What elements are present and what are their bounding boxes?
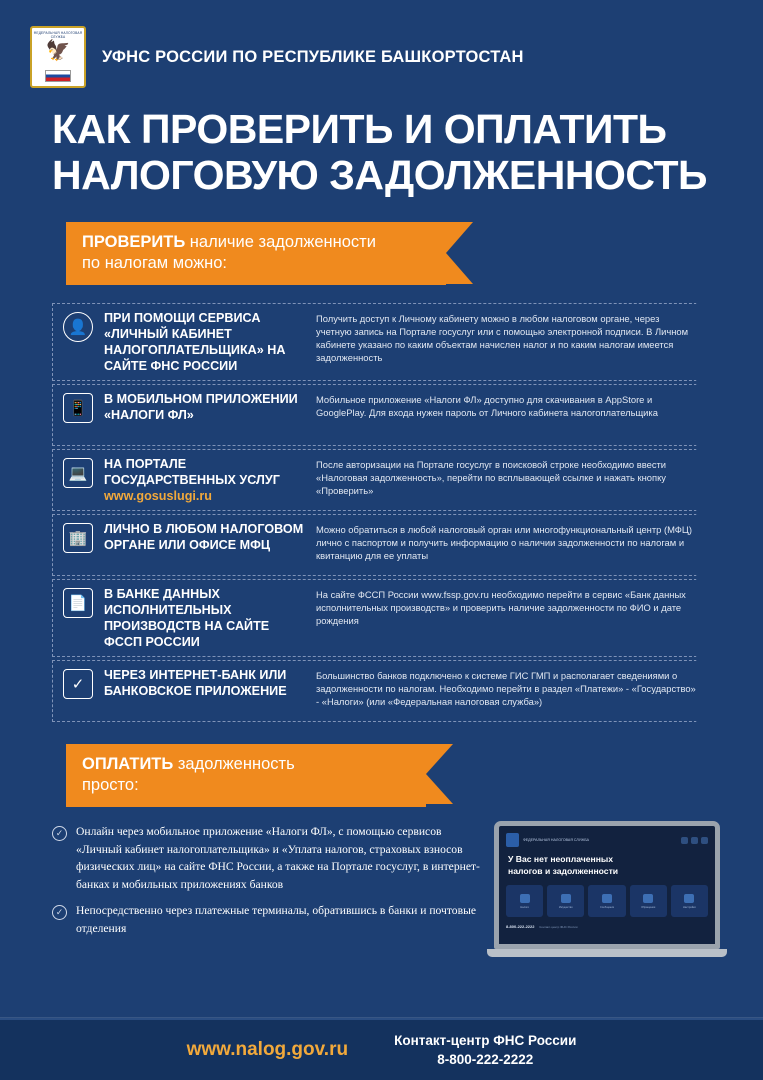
tile-icon xyxy=(684,894,694,903)
list-item xyxy=(52,660,724,722)
check-banner-line2: по налогам можно: xyxy=(82,254,227,272)
tile-icon xyxy=(643,894,653,903)
row-icon-wrap xyxy=(52,391,104,423)
pay-item-text: Непосредственно через платежные терминалы, обратившись в банки и почтовые отделения xyxy=(76,904,477,935)
laptop-footer xyxy=(506,924,708,929)
laptop-message xyxy=(508,853,708,877)
tile-icon xyxy=(520,894,530,903)
footer-contact-phone: 8-800-222-2222 xyxy=(437,1052,534,1067)
tile-icon xyxy=(561,894,571,903)
page-title xyxy=(0,88,763,198)
laptop-brand: ФЕДЕРАЛЬНАЯ НАЛОГОВАЯ СЛУЖБА xyxy=(523,837,590,842)
laptop-tile xyxy=(671,885,708,917)
emblem-ring-text: ФЕДЕРАЛЬНАЯ НАЛОГОВАЯ СЛУЖБА xyxy=(33,31,83,39)
pay-banner-line2: просто: xyxy=(82,776,139,794)
list-item xyxy=(52,514,724,576)
nav-dot-icon xyxy=(681,837,688,844)
row-icon-wrap xyxy=(52,521,104,553)
check-banner-strong: ПРОВЕРИТЬ xyxy=(82,233,186,251)
laptop-tiles xyxy=(506,885,708,917)
laptop-illustration xyxy=(494,821,734,957)
pay-methods-list xyxy=(52,821,482,946)
pay-banner-strong: ОПЛАТИТЬ xyxy=(82,755,174,773)
list-item xyxy=(52,303,724,381)
tile-label: Сообщения xyxy=(599,905,615,909)
laptop-nav-dots xyxy=(681,837,708,844)
laptop-base xyxy=(487,949,727,957)
check-banner xyxy=(66,222,446,285)
check-circle-icon: ✓ xyxy=(52,905,67,920)
list-item xyxy=(52,449,724,511)
user-circle-icon: 👤 xyxy=(63,312,93,342)
list-item-label: В БАНКЕ ДАННЫХ ИСПОЛНИТЕЛЬНЫХ ПРОИЗВОДСТВ НА САЙТЕ ФССП РОССИИ xyxy=(104,587,270,649)
list-item-label-text: НА ПОРТАЛЕ ГОСУДАРСТВЕННЫХ УСЛУГ xyxy=(104,457,280,487)
pay-section xyxy=(52,821,742,946)
list-item xyxy=(52,579,724,657)
document-icon: 📄 xyxy=(63,588,93,618)
pay-banner-rest: задолженность xyxy=(173,755,295,773)
laptop-message-line1: У Вас нет неоплаченных xyxy=(508,854,614,864)
page-title-line2: НАЛОГОВУЮ ЗАДОЛЖЕННОСТЬ xyxy=(52,152,707,198)
building-icon: 🏢 xyxy=(63,523,93,553)
laptop-tile xyxy=(506,885,543,917)
list-item xyxy=(52,902,482,937)
tile-label: Налоги xyxy=(520,905,529,909)
row-icon-wrap xyxy=(52,310,104,342)
laptop-tile xyxy=(588,885,625,917)
list-item-desc: На сайте ФССП России www.fssp.gov.ru необходимо перейти в сервис «Банк данных исполнительных производств» и проверить наличие задолженности по ФИО и дате рождения xyxy=(316,589,686,626)
check-circle-icon: ✓ xyxy=(52,826,67,841)
header xyxy=(0,0,763,88)
footer-contact xyxy=(394,1031,576,1069)
laptop-topbar xyxy=(506,833,708,847)
check-methods-list xyxy=(52,303,724,722)
row-icon-wrap xyxy=(52,586,104,618)
list-item-label: ЛИЧНО В ЛЮБОМ НАЛОГОВОМ ОРГАНЕ ИЛИ ОФИСЕ МФЦ xyxy=(104,522,304,552)
nav-dot-icon xyxy=(691,837,698,844)
footer-contact-title: Контакт-центр ФНС России xyxy=(394,1033,577,1048)
list-item-desc: После авторизации на Портале госуслуг в поисковой строке необходимо ввести «Налоговая задолженность», перейти по всплывающей ссылке и нажать кнопку «Проверить» xyxy=(316,459,667,496)
list-item-label: ЧЕРЕЗ ИНТЕРНЕТ-БАНК ИЛИ БАНКОВСКОЕ ПРИЛОЖЕНИЕ xyxy=(104,668,287,698)
laptop-message-line2: налогов и задолженности xyxy=(508,866,619,876)
page-title-line1: КАК ПРОВЕРИТЬ И ОПЛАТИТЬ xyxy=(52,106,667,152)
tile-label: Имущество xyxy=(558,905,573,909)
list-item xyxy=(52,384,724,446)
checkbox-icon: ✓ xyxy=(63,669,93,699)
list-item-desc: Мобильное приложение «Налоги ФЛ» доступно для скачивания в AppStore и GooglePlay. Для входа нужен пароль от Личного кабинета налогоплательщика xyxy=(316,394,658,418)
smartphone-icon: 📱 xyxy=(63,393,93,423)
footer xyxy=(0,1018,763,1080)
laptop-tile xyxy=(630,885,667,917)
pay-item-text: Онлайн через мобильное приложение «Налоги ФЛ», с помощью сервисов «Личный кабинет налогоплательщика» и «Уплата налогов, страховых взносов физических лиц» на сайте ФНС России, а также на Портале госуслуг, в интернет-банках и мобильных приложениях банков xyxy=(76,825,480,891)
pay-banner xyxy=(66,744,426,807)
laptop-icon: 💻 xyxy=(63,458,93,488)
row-icon-wrap xyxy=(52,456,104,488)
fns-logo-icon xyxy=(506,833,519,847)
list-item-desc: Получить доступ к Личному кабинету можно в любом налоговом органе, через учетную запись на Портале госуслуг или с помощью электронной подписи. В Личном кабинете указано по каким объектам начислен налог и по каким налогам имеется задолженность xyxy=(316,313,689,363)
laptop-screen xyxy=(494,821,720,949)
list-item-label: В МОБИЛЬНОМ ПРИЛОЖЕНИИ «НАЛОГИ ФЛ» xyxy=(104,392,298,422)
tile-icon xyxy=(602,894,612,903)
russian-flag-icon xyxy=(45,70,71,82)
list-item-site: www.gosuslugi.ru xyxy=(104,489,212,503)
list-item xyxy=(52,823,482,893)
list-item-desc: Можно обратиться в любой налоговый орган или многофункциональный центр (МФЦ) лично с паспортом и получить информацию о наличии задолженности по налогам и квитанцию для ее уплаты xyxy=(316,524,692,561)
fns-emblem-icon xyxy=(30,26,86,88)
footer-site-link[interactable]: www.nalog.gov.ru xyxy=(186,1039,349,1060)
nav-dot-icon xyxy=(701,837,708,844)
tile-label: Обращения xyxy=(641,905,656,909)
laptop-note: Контакт-центр ФНС России xyxy=(539,924,578,929)
tile-label: Настройки xyxy=(683,905,696,909)
list-item-desc: Большинство банков подключено к системе ГИС ГМП и располагает сведениями о задолженности по налогам. Необходимо перейти в раздел «Платежи» - «Государство» - «Налоги» (или «Федеральная налоговая служба») xyxy=(316,670,696,707)
laptop-phone: 8-800-222-2222 xyxy=(506,924,535,929)
row-icon-wrap xyxy=(52,667,104,699)
check-banner-rest: наличие задолженности xyxy=(185,233,376,251)
eagle-icon: 🦅 xyxy=(45,40,71,62)
list-item-label xyxy=(104,456,316,504)
header-title: УФНС РОССИИ ПО РЕСПУБЛИКЕ БАШКОРТОСТАН xyxy=(102,47,524,66)
laptop-tile xyxy=(547,885,584,917)
list-item-label: ПРИ ПОМОЩИ СЕРВИСА «ЛИЧНЫЙ КАБИНЕТ НАЛОГОПЛАТЕЛЬЩИКА» НА САЙТЕ ФНС РОССИИ xyxy=(104,311,286,373)
